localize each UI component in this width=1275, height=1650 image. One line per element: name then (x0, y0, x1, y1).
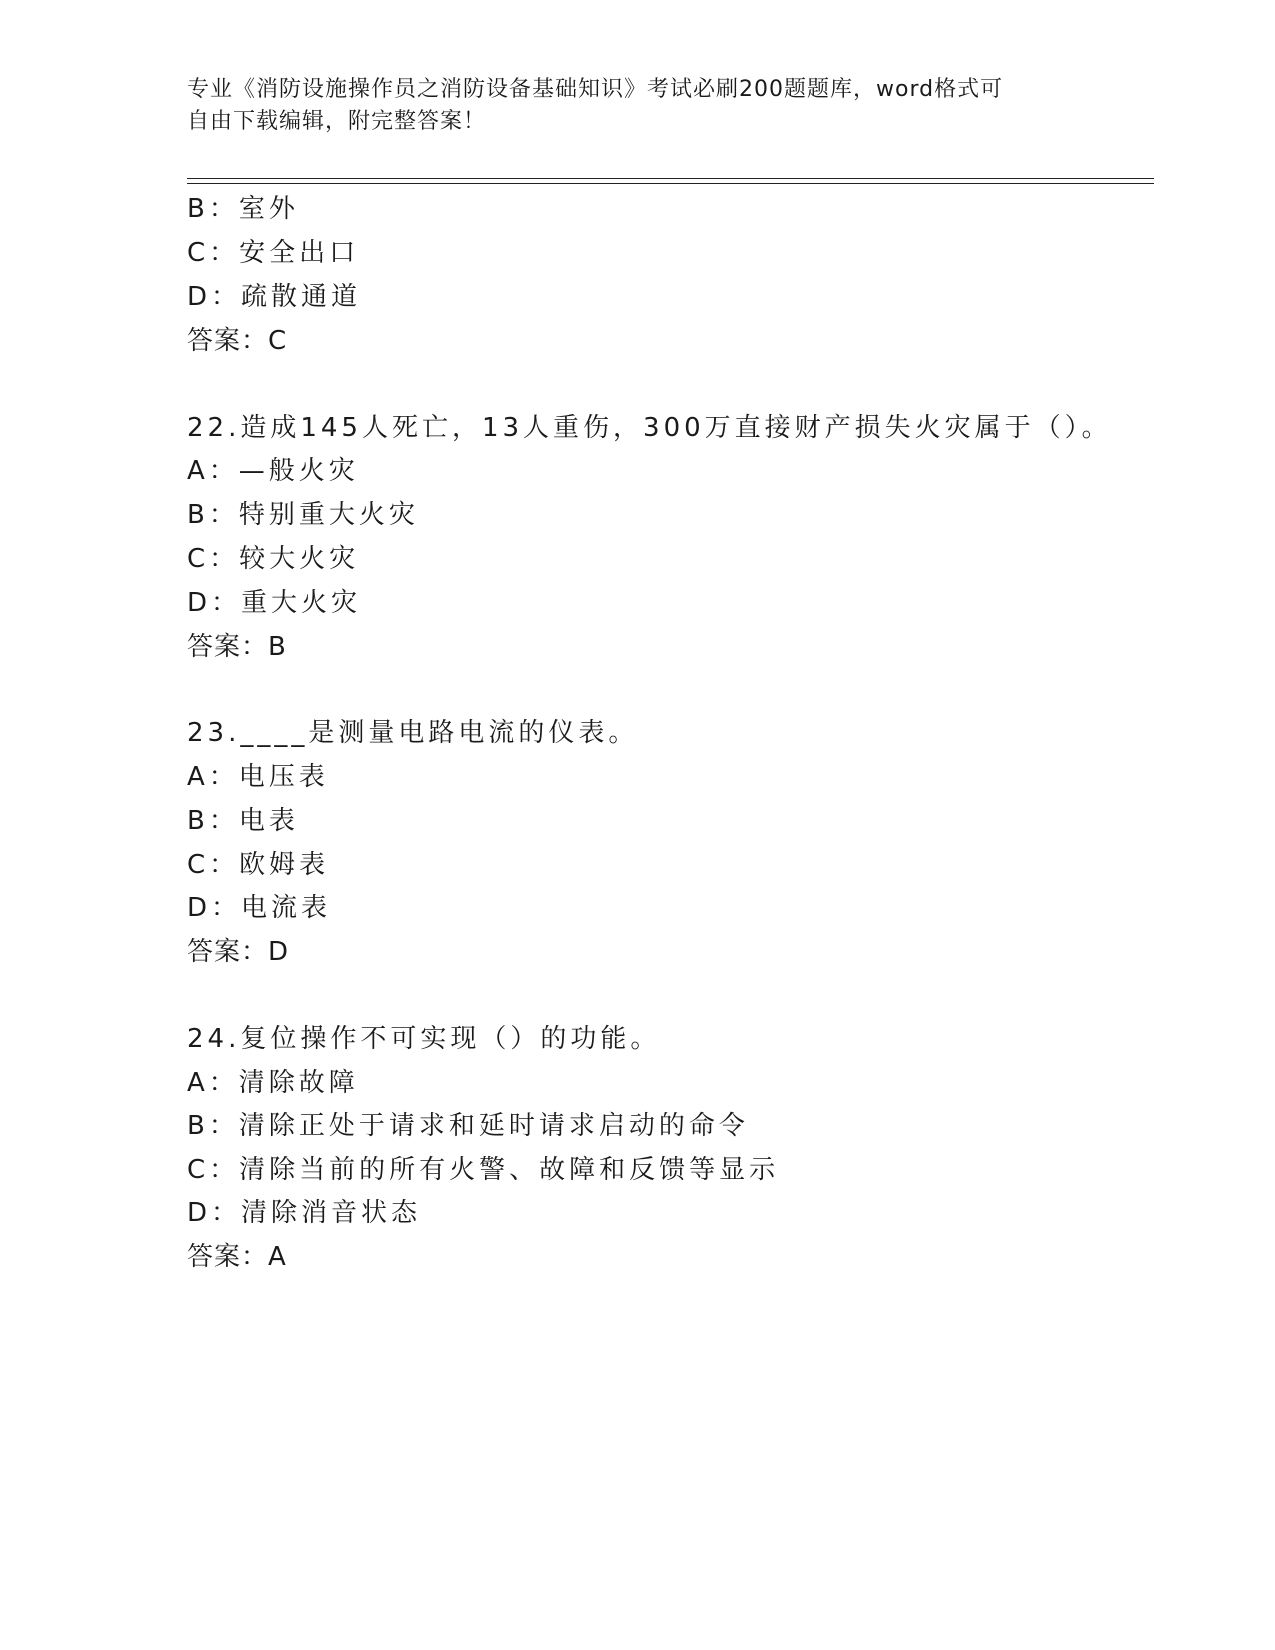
question-stem: 22.造成145人死亡，13人重伤，300万直接财产损失火灾属于（）。 (187, 413, 1112, 443)
option-a: A：—般火灾 (187, 456, 359, 486)
option-c: C：较大火灾 (187, 544, 360, 574)
answer-line: 答案：C (187, 326, 288, 356)
header-line-1: 专业《消防设施操作员之消防设备基础知识》考试必刷200题题库，word格式可 (187, 77, 1004, 102)
header-line-2: 自由下载编辑，附完整答案！ (187, 109, 487, 134)
option-d: D：重大火灾 (187, 588, 362, 618)
option-d: D：电流表 (187, 893, 332, 923)
option-b: B：室外 (187, 194, 299, 224)
header-divider-bottom (187, 183, 1154, 184)
option-c: C：安全出口 (187, 238, 360, 268)
option-a: A：清除故障 (187, 1068, 359, 1098)
header-divider-top (187, 178, 1154, 179)
option-c: C：欧姆表 (187, 850, 330, 880)
header-text (187, 74, 1067, 138)
answer-line: 答案：B (187, 632, 287, 662)
question-stem: 23.____是测量电路电流的仪表。 (187, 718, 639, 748)
option-c: C：清除当前的所有火警、故障和反馈等显示 (187, 1155, 780, 1185)
answer-line: 答案：A (187, 1242, 287, 1272)
option-a: A：电压表 (187, 762, 329, 792)
option-b: B：特别重大火灾 (187, 500, 419, 530)
option-b: B：清除正处于请求和延时请求启动的命令 (187, 1111, 749, 1141)
option-d: D：清除消音状态 (187, 1198, 422, 1228)
option-b: B：电表 (187, 806, 299, 836)
option-d: D：疏散通道 (187, 282, 362, 312)
answer-line: 答案：D (187, 937, 290, 967)
question-stem: 24.复位操作不可实现（）的功能。 (187, 1024, 661, 1054)
